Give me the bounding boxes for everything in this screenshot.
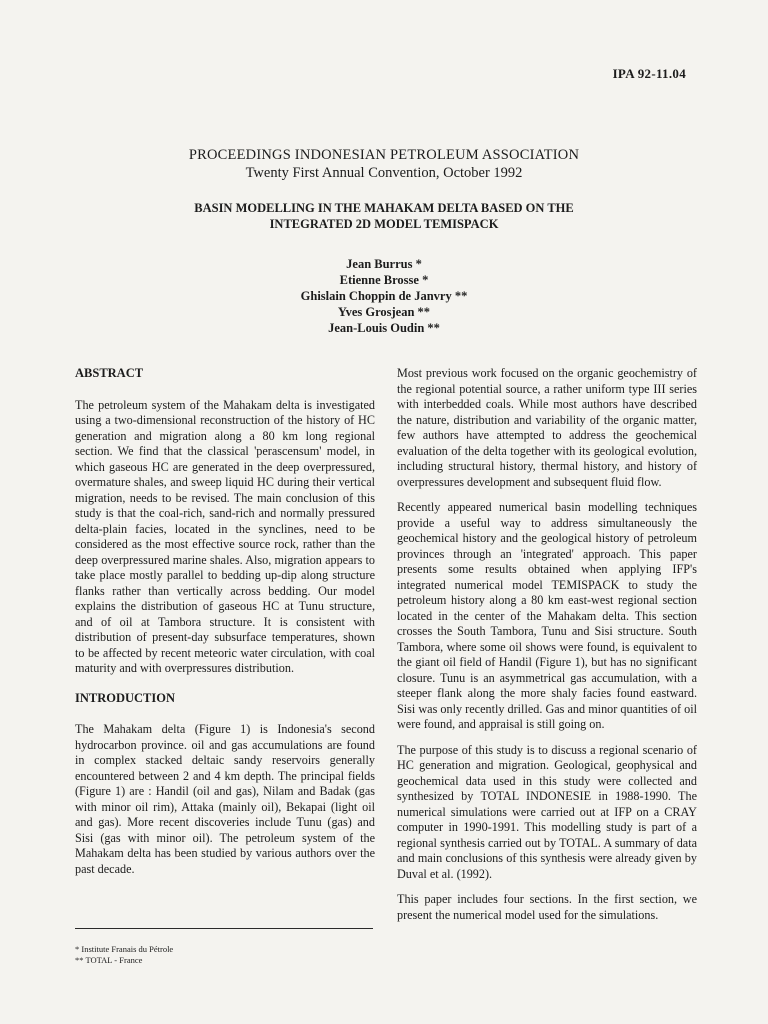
paper-title-line-2: INTEGRATED 2D MODEL TEMISPACK — [269, 217, 499, 231]
body-paragraph-4: This paper includes four sections. In the first section, we present the numerical model used for the simulations. — [397, 892, 697, 922]
footnotes — [75, 944, 173, 966]
body-paragraph-3: The purpose of this study is to discuss a regional scenario of HC generation and migration. Geological, geophysical and geochemical data used in this study were collected and synthesized by TOTAL INDONESIE in 1988-1990. The numerical simulations were carried out at IFP on a CRAY computer in 1990-1991. This modelling study is part of a regional synthesis carried out by TOTAL. A summary of data and main conclusions of this synthesis were already given by Duval et al. (1992). — [397, 742, 697, 881]
paper-id: IPA 92-11.04 — [612, 66, 686, 81]
convention-subtitle: Twenty First Annual Convention, October 1992 — [245, 165, 523, 181]
proceedings-title: PROCEEDINGS INDONESIAN PETROLEUM ASSOCIATION — [188, 147, 580, 163]
body-paragraph-1: Most previous work focused on the organic geochemistry of the regional potential source, a rather uniform type III series with interbedded coals. While most authors have described the nature, distribution and variability of the organic matter, few authors have attempted to address the geochemical evaluation of the delta together with its geological evolution, including structural history, thermal history, and history of overpressures development and subsequent fluid flow. — [397, 366, 697, 489]
left-column — [75, 366, 375, 887]
author-list — [0, 256, 768, 336]
author: Yves Grosjean ** — [337, 305, 431, 319]
abstract-heading: ABSTRACT — [75, 366, 144, 380]
footnote-divider — [75, 928, 373, 929]
author: Jean-Louis Oudin ** — [328, 321, 440, 335]
introduction-paragraph: The Mahakam delta (Figure 1) is Indonesia's second hydrocarbon province. oil and gas accumulations are found in complex stacked deltaic sandy reservoirs generally encountered between 2 and 4 km depth. The principal fields (Figure 1) are : Handil (oil and gas), Nilam and Badak (gas with minor oil rim), Attaka (mainly oil), Bekapai (light oil and gas). More recent discoveries include Tunu (gas) and Sisi (gas with minor oil). The petroleum system of the Mahakam delta has been studied by various authors over the past decade. — [75, 722, 375, 876]
author: Ghislain Choppin de Janvry ** — [300, 289, 468, 303]
introduction-heading: INTRODUCTION — [75, 690, 176, 705]
author: Etienne Brosse * — [339, 273, 429, 287]
paper-title — [0, 200, 768, 232]
footnote-1: * Institute Franais du Pétrole — [75, 944, 174, 954]
body-paragraph-2: Recently appeared numerical basin modelling techniques provide a useful way to address simultaneously the geochemical history and the geological history of petroleum provinces through an 'integrated' approach. This paper presents some results obtained when applying IFP's integrated numerical model TEMISPACK to study the petroleum history along a 80 km east-west regional section located in the center of the Mahakam delta. This section crosses the South Tambora, Tunu and Sisi structure. South Tambora, where some oil shows were found, is equivalent to the giant oil field of Handil (Figure 1), but has no significant closure. Tunu is an asymmetrical gas accumulation, with a steeper flank along the more shaly facies found eastward. Sisi was only recently drilled. Gas and minor quantities of oil were found, and appraisal is still going on. — [397, 500, 697, 731]
footnote-2: ** TOTAL - France — [75, 955, 143, 965]
abstract-paragraph: The petroleum system of the Mahakam delta is investigated using a two-dimensional reconstruction of the history of HC generation and migration along a 80 km long regional section. We find that the classical 'perascensum' model, in which gaseous HC are generated in the deep overpressured, overmature shales, and sweep liquid HC during their vertical migration, needs to be revised. The main conclusion of this study is that the coal-rich, sand-rich and normally pressured delta-plain facies, located in the synclines, need to be considered as the most effective source rock, rather than the deep overpressured marine shales. Also, migration appears to take place mostly parallel to bedding up-dip along structure flanks rather than vertically across bedding. Our model explains the distribution of gaseous HC at Tunu structure, and of oil at Tambora structure. It is consistent with distribution of present-day subsurface temperatures, shown to be affected by recent meteoric water circulation, with coal maturity and with overpressures distribution. — [75, 397, 375, 675]
paper-title-line-1: BASIN MODELLING IN THE MAHAKAM DELTA BASED ON THE — [194, 201, 574, 215]
right-column — [397, 366, 697, 933]
paper-header — [0, 146, 768, 336]
author: Jean Burrus * — [346, 257, 422, 271]
